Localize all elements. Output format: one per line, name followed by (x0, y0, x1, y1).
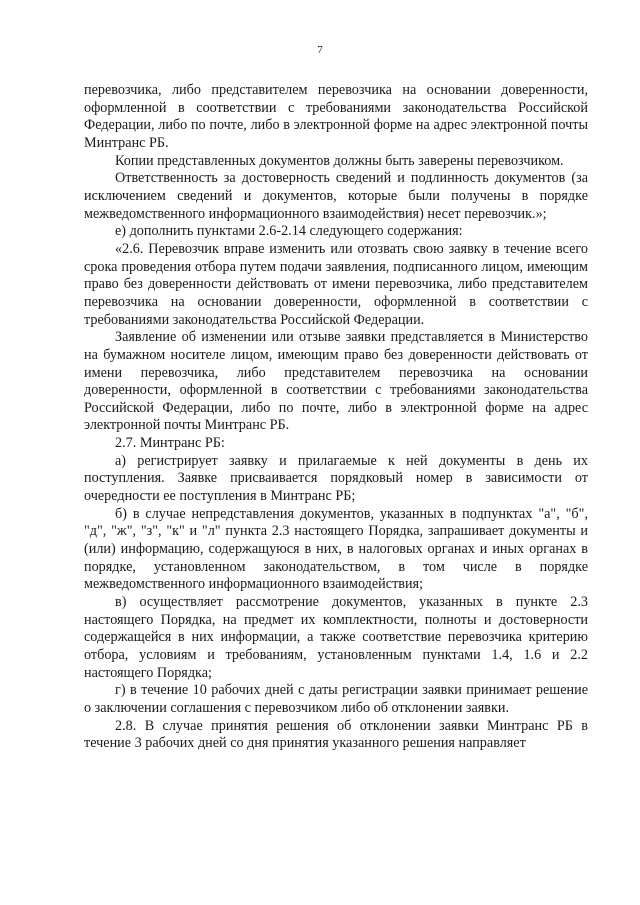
paragraph-2-8: 2.8. В случае принятия решения об отклонении заявки Минтранс РБ в течение 3 рабочих дней со дня принятия указанного решения направляет (84, 717, 588, 752)
paragraph-copies: Копии представленных документов должны быть заверены перевозчиком. (115, 152, 564, 169)
paragraph-2-7-v: в) осуществляет рассмотрение документов, указанных в пункте 2.3 настоящего Порядка, на предмет их комплектности, полноты и достоверности содержащейся в них информации, а также соответствие перевозчика критерию отбора, условиям и требованиям, установленным пунктами 1.4, 1.6 и 2.2 настоящего Порядка; (84, 594, 588, 681)
paragraph-2-7: 2.7. Минтранс РБ: (115, 435, 225, 452)
paragraph-2-7-g: г) в течение 10 рабочих дней с даты регистрации заявки принимает решение о заключении соглашения с перевозчиком либо об отклонении заявки. (84, 682, 588, 716)
paragraph-withdrawal-statement: Заявление об изменении или отзыве заявки представляется в Министерство на бумажном носителе лицом, имеющим право без доверенности действовать от имени перевозчика, либо представителем перевозчика на основании доверенности, оформленной в соответствии с требованиями законодательства Российской Федерации, либо по почте, либо в электронной форме на адрес электронной почты Минтранс РБ. (84, 329, 588, 434)
paragraph-continuation: перевозчика, либо представителем перевозчика на основании доверенности, оформленной в соответствии с требованиями законодательства Российской Федерации, либо по почте, либо в электронной форме на адрес электронной почты Минтранс РБ. (84, 82, 588, 151)
document-body (84, 82, 588, 753)
paragraph-responsibility: Ответственность за достоверность сведений и подлинность документов (за исключением сведений и документов, которые были получены в порядке межведомственного информационного взаимодействия) несет перевозчик.»; (84, 170, 588, 222)
paragraph-2-6: «2.6. Перевозчик вправе изменить или отозвать свою заявку в течение всего срока проведения отбора путем подачи заявления, подписанного лицом, имеющим право без доверенности действовать от имени перевозчика, либо представителем перевозчика на основании доверенности, оформленной в соответствии с требованиями законодательства Российской Федерации. (84, 240, 588, 328)
paragraph-2-7-b: б) в случае непредставления документов, указанных в подпунктах "а", "б", "д", "ж", "з", "к" и "л" пункта 2.3 настоящего Порядка, запрашивает документы и (или) информацию, содержащуюся в них, в налоговых органах и иных органах в порядке, установленном законодательством, в том числе в порядке межведомственного информационного взаимодействия; (84, 505, 588, 593)
page-number: 7 (317, 44, 323, 56)
paragraph-2-7-a: а) регистрирует заявку и прилагаемые к ней документы в день их поступления. Заявке присваивается порядковый номер в зависимости от очередности ее поступления в Минтранс РБ; (84, 452, 588, 505)
paragraph-amendment-e: е) дополнить пунктами 2.6-2.14 следующего содержания: (115, 223, 463, 240)
